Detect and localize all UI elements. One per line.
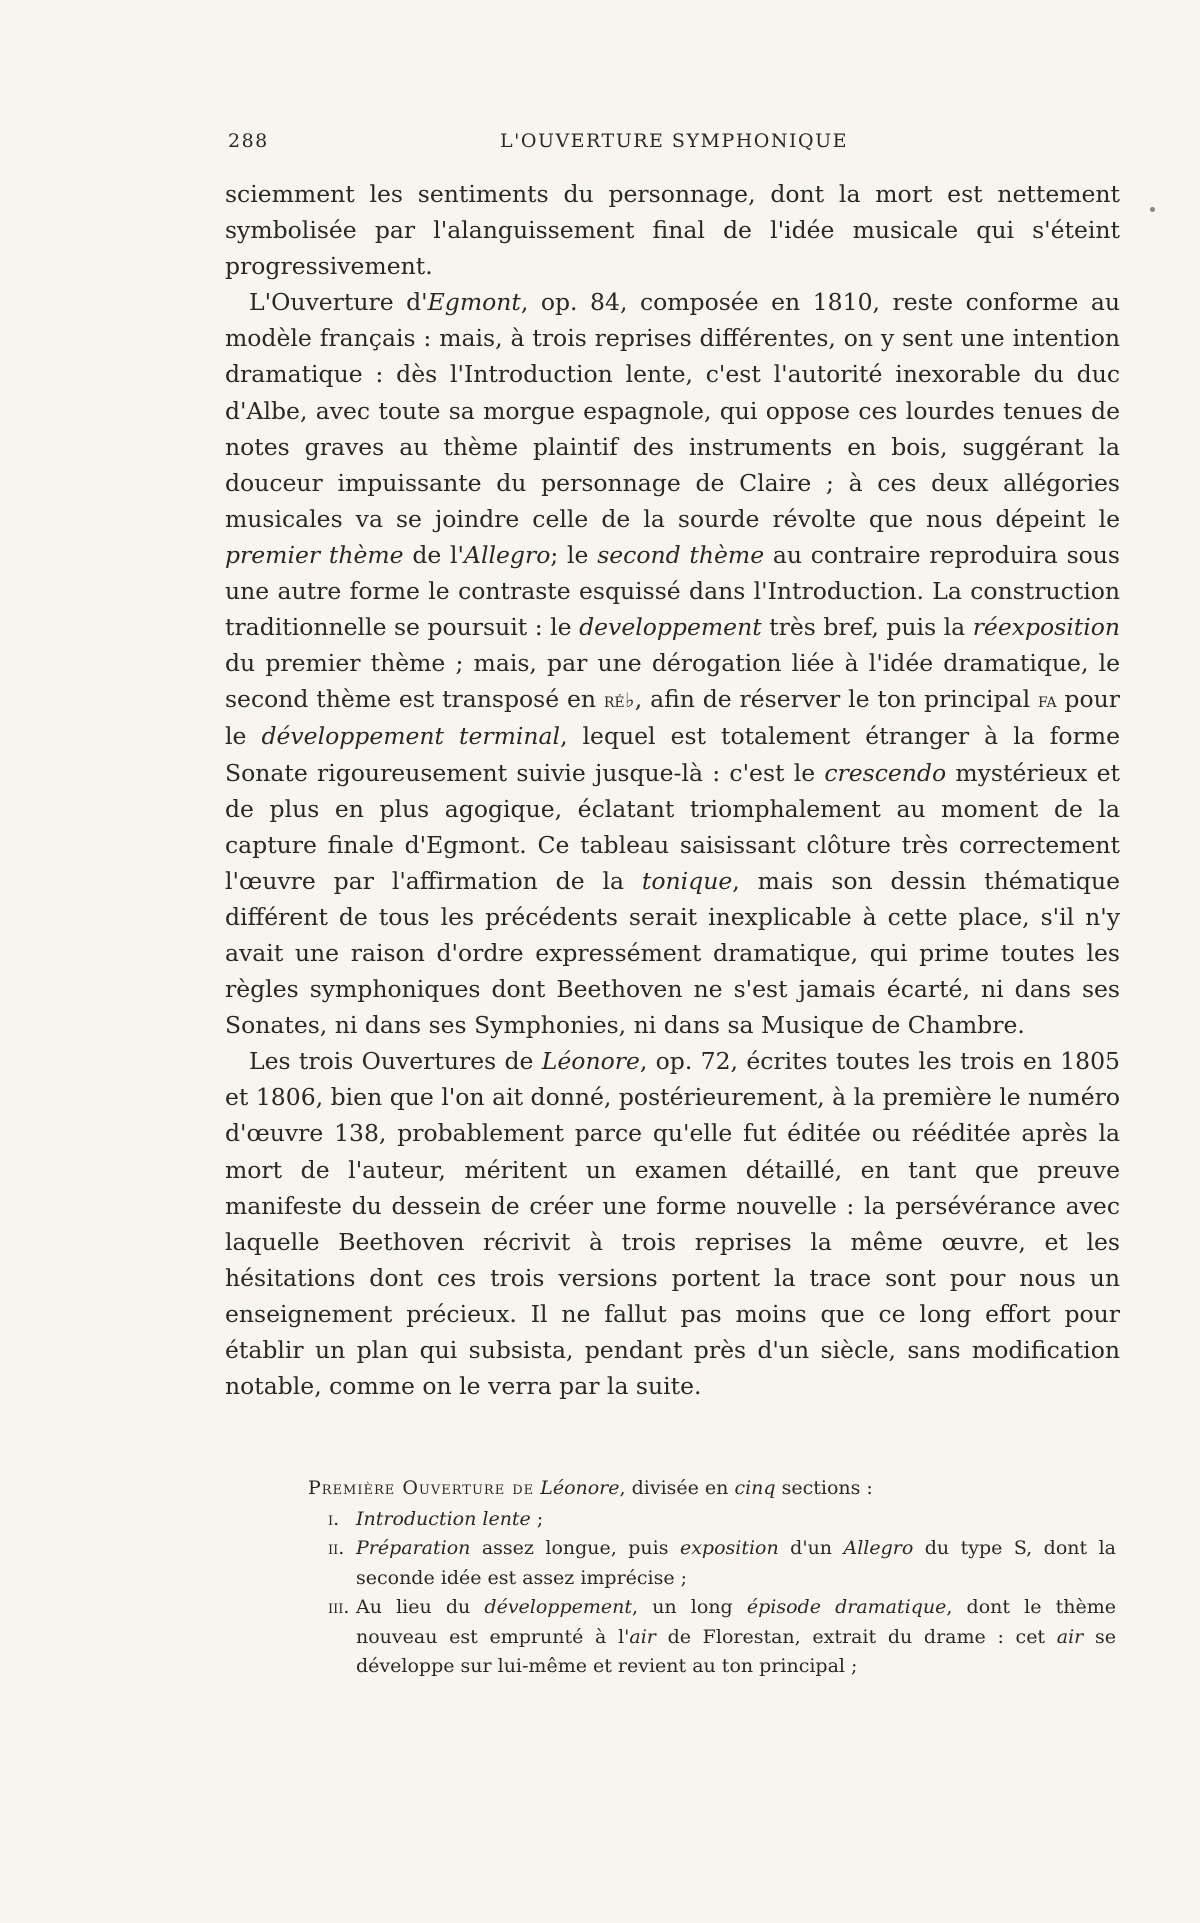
text-run: exposition [679,1537,779,1559]
text-run: , op. 72, écrites toutes les trois en 1805 et 1806, bien que l'on ait donné, postérieurement, à la première le numéro d'œuvre 138, probablement parce qu'elle fut éditée ou rééditée après la mort de l'auteur, méritent un examen détaillé, en tant que preuve manifeste du dessein de créer une forme nouvelle : la persévérance avec laquelle Beethoven récrivit à trois reprises la même œuvre, et les hésitations dont ces trois versions portent la trace sont pour nous un enseignement précieux. Il ne fallut pas moins que ce long effort pour établir un plan qui subsista, pendant près d'un siècle, sans modification notable, comme on le verra par la suite. [225,1047,1120,1401]
key-fa: fa [1037,688,1057,713]
text-run: de Florestan, extrait du drame : cet [655,1625,1057,1648]
text-run: très bref, puis la [761,613,973,642]
page-number: 288 [228,130,269,152]
title-leonore: Léonore [541,1047,640,1076]
text-run: épisode dramatique [746,1596,947,1618]
term-premier-theme: premier thème [225,540,404,569]
body-text [225,176,1120,1404]
term-reexposition: réexposition [972,613,1120,642]
term-developpement: developpement [579,613,762,642]
text-run: Les trois Ouvertures de [249,1047,542,1076]
text-run: L'Ouverture d' [249,288,428,317]
running-title: L'OUVERTURE SYMPHONIQUE [500,130,848,152]
item-marker: iii. [328,1596,350,1618]
text-run: d'un [778,1537,844,1559]
sections-list [308,1474,1116,1682]
item-marker: ii. [328,1537,345,1559]
term-developpement-terminal: développement terminal [261,722,561,751]
text-run: du type S, dont la seconde idée est assez imprécise ; [356,1537,1116,1589]
paragraph-1: sciemment les sentiments du personnage, dont la mort est nettement symbolisée par l'alanguissement final de l'idée musicale qui s'éteint progressivement. [225,180,1120,281]
list-item [308,1593,1116,1682]
text-run: assez longue, puis [470,1537,680,1559]
text-run: , op. 84, composée en 1810, reste conforme au modèle français : mais, à trois reprises différentes, on y sent une intention dramatique : dès l'Introduction lente, c'est l'autorité inexorable du duc d'Albe, avec toute sa morgue espagnole, qui oppose ces lourdes tenues de notes graves au thème plaintif des instruments en bois, suggérant la douceur impuissante du personnage de Claire ; à ces deux allégories musicales va se joindre celle de la sourde révolte que nous dépeint le [225,288,1120,533]
text-run: Introduction lente [356,1507,531,1530]
margin-dot [1150,207,1155,212]
text-run: air [629,1625,656,1648]
text-run: Allegro [843,1537,914,1559]
item-marker: i. [328,1507,340,1530]
text-run: sections : [775,1477,873,1499]
list-item [308,1505,1116,1535]
term-crescendo: crescendo [824,758,947,787]
term-allegro: Allegro [464,540,551,569]
heading-cinq: cinq [734,1477,776,1499]
text-run: se développe sur lui-même et revient au ton principal ; [356,1625,1116,1677]
text-run: au contraire reproduira sous une autre forme le contraste esquissé dans l'Introduction. La construction traditionnelle se poursuit : le [225,540,1120,642]
paragraph-2 [225,284,1120,1043]
text-run: , lequel est totalement étranger à la forme Sonate rigoureusement suivie jusque-là : c'est le [225,722,1120,787]
key-re-flat: ré♭ [603,688,635,713]
title-egmont: Egmont [427,288,521,317]
paragraph-3 [225,1043,1120,1404]
running-head [228,130,1120,160]
text-run: développement [484,1596,633,1618]
heading-title-leonore: Léonore [540,1477,620,1499]
list-item [308,1534,1116,1593]
section-items [308,1505,1116,1682]
text-run: Préparation [356,1537,471,1559]
sections-heading [308,1474,1116,1504]
text-run: de l' [403,540,465,569]
text-run: ; [530,1507,544,1530]
text-run: mystérieux et de plus en plus agogique, éclatant triomphalement au moment de la capture finale d'Egmont. Ce tableau saisissant clôture très correctement l'œuvre par l'affirmation de la [225,758,1120,895]
term-second-theme: second thème [597,540,765,569]
text-run: pour le [225,685,1120,751]
text-run: , un long [632,1596,747,1618]
text-run: , dont le thème nouveau est emprunté à l' [356,1596,1116,1648]
heading-small-caps: Première Ouverture de [308,1477,535,1499]
text-run: ; le [550,540,598,569]
text-run: du premier thème ; mais, par une dérogation liée à l'idée dramatique, le second thème est transposé en [225,649,1120,714]
text-run: , mais son dessin thématique différent de tous les précédents serait inexplicable à cette place, s'il n'y avait une raison d'ordre expressément dramatique, qui prime toutes les règles symphoniques dont Beethoven ne s'est jamais écarté, ni dans ses Sonates, ni dans ses Symphonies, ni dans sa Musique de Chambre. [225,866,1120,1040]
text-run: air [1056,1625,1084,1648]
term-tonique: tonique [641,866,733,895]
text-run: , divisée en [619,1477,735,1499]
text-run: Au lieu du [356,1596,485,1618]
text-run: , afin de réserver le ton principal [634,685,1038,714]
